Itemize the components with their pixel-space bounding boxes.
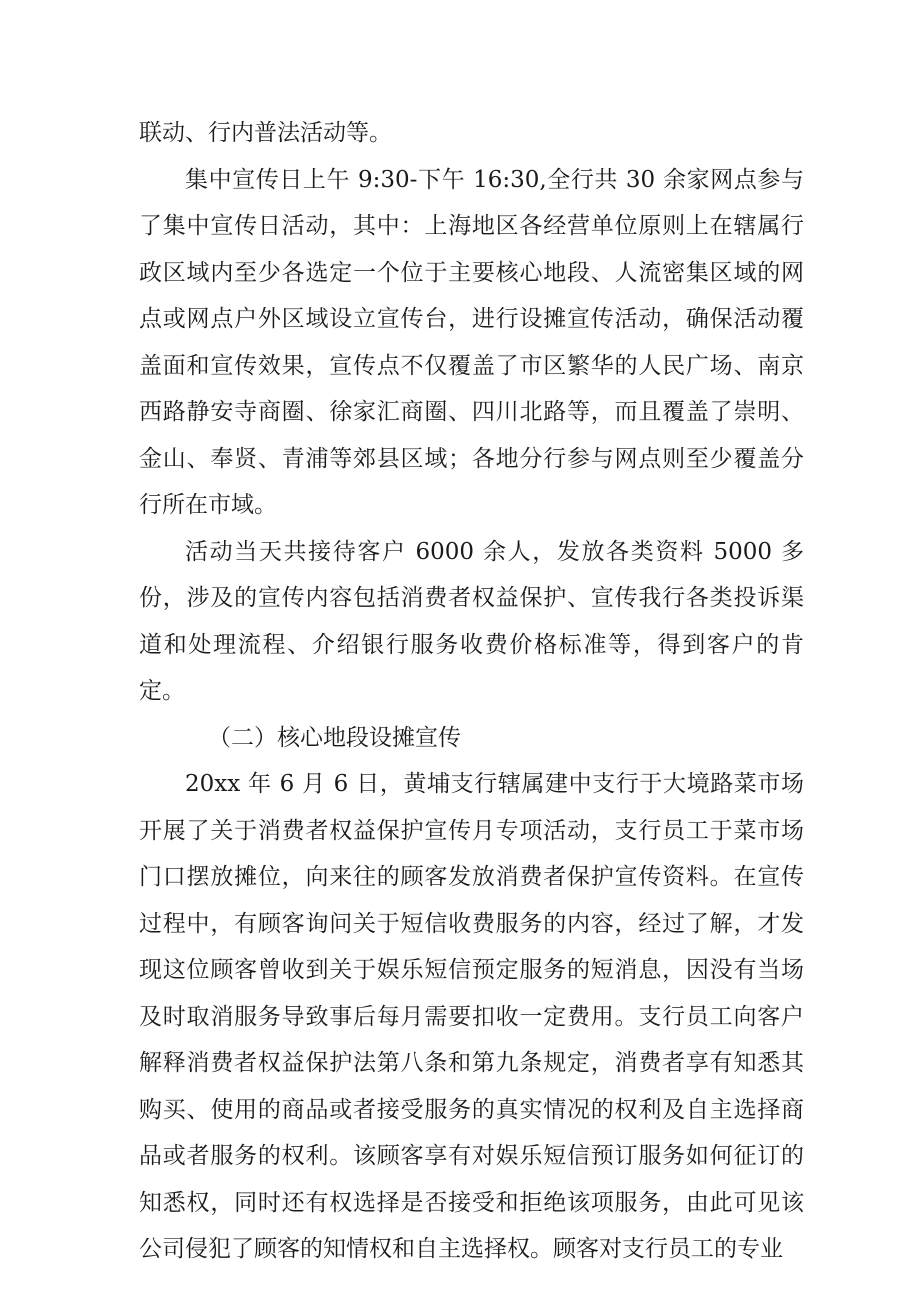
paragraph-customer-reception: 活动当天共接待客户 6000 余人，发放各类资料 5000 多份，涉及的宣传内容包括消费者权益保护、宣传我行各类投诉渠道和处理流程、介绍银行服务收费价格标准等，得到客户的肯定。 — [139, 538, 804, 704]
paragraph-continuation: 联动、行内普法活动等。 — [139, 120, 392, 146]
document-body — [139, 110, 804, 1273]
paragraph-huangpu-branch-event: 20xx 年 6 月 6 日，黄埔支行辖属建中支行于大境路菜市场开展了关于消费者权益保护宣传月专项活动，支行员工于菜市场门口摆放摊位，向来往的顾客发放消费者保护宣传资料。在宣传过程中，有顾客询问关于短信收费服务的内容，经过了解，才发现这位顾客曾收到关于娱乐短信预定服务的短消息，因没有当场及时取消服务导致事后每月需要扣收一定费用。支行员工向客户解释消费者权益保护法第八条和第九条规定，消费者享有知悉其购买、使用的商品或者接受服务的真实情况的权利及自主选择商品或者服务的权利。该顾客享有对娱乐短信预订服务如何征订的知悉权，同时还有权选择是否接受和拒绝该项服务，由此可见该公司侵犯了顾客的知情权和自主选择权。顾客对支行员工的专业 — [139, 771, 804, 1262]
section-heading-core-area-booth: （二）核心地段设摊宣传 — [208, 724, 461, 751]
paragraph-campaign-day: 集中宣传日上午 9:30-下午 16:30,全行共 30 余家网点参与了集中宣传日活动，其中：上海地区各经营单位原则上在辖属行政区域内至少各选定一个位于主要核心地段、人流密集区域的网点或网点户外区域设立宣传台，进行设摊宣传活动，确保活动覆盖面和宣传效果，宣传点不仅覆盖了市区繁华的人民广场、南京西路静安寺商圈、徐家汇商圈、四川北路等，而且覆盖了崇明、金山、奉贤、青浦等郊县区域；各地分行参与网点则至少覆盖分行所在市域。 — [139, 166, 804, 518]
